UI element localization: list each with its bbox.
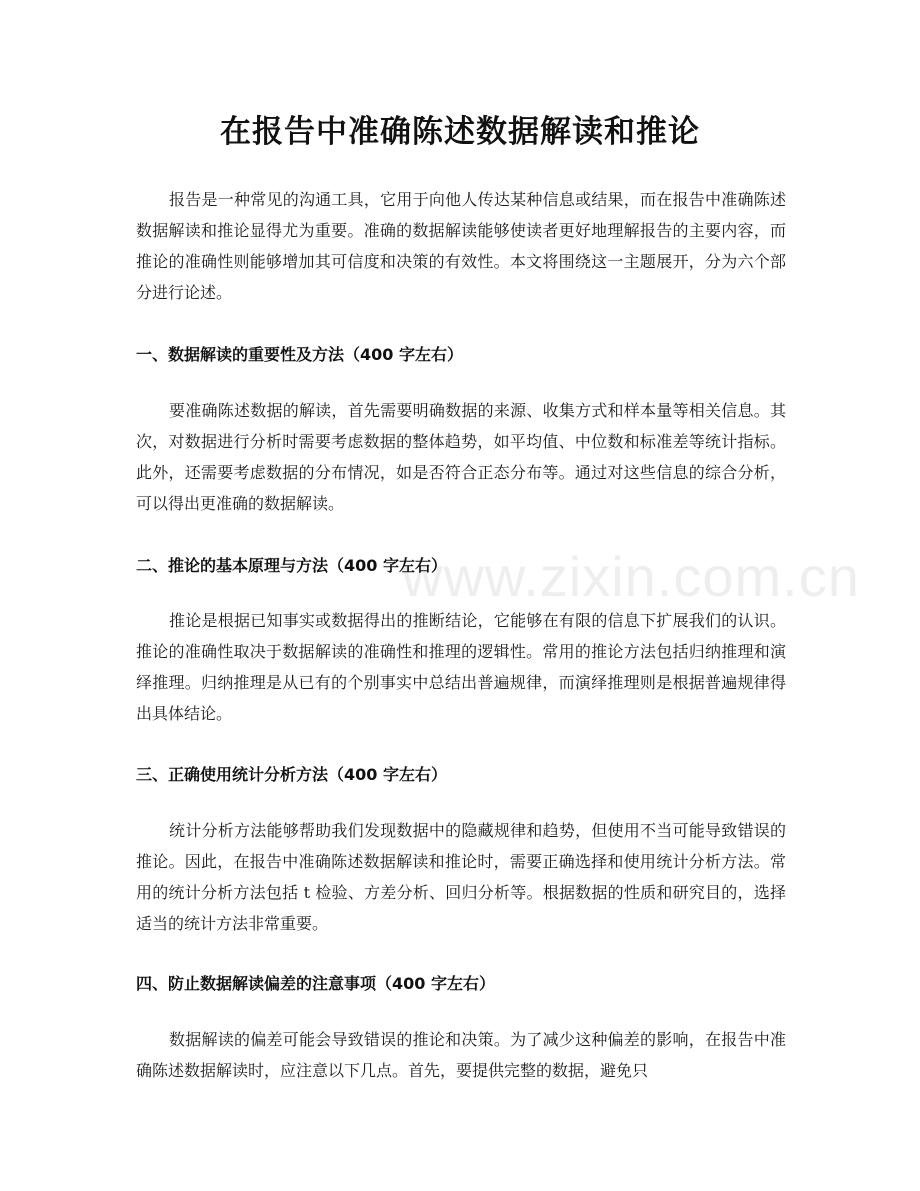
watermark: www.zixin.com.cn: [402, 545, 860, 608]
section-4-body: 数据解读的偏差可能会导致错误的推论和决策。为了减少这种偏差的影响，在报告中准确陈述数据解读时，应注意以下几点。首先，要提供完整的数据，避免只: [136, 1030, 786, 1080]
section-3-body: 统计分析方法能够帮助我们发现数据中的隐藏规律和趋势，但使用不当可能导致错误的推论。因此，在报告中准确陈述数据解读和推论时，需要正确选择和使用统计分析方法。常用的统计分析方法包括 t 检验、方差分析、回归分析等。根据数据的性质和研究目的，选择适当的统计方法非常重要。: [136, 821, 786, 933]
intro-paragraph: 报告是一种常见的沟通工具，它用于向他人传达某种信息或结果，而在报告中准确陈述数据解读和推论显得尤为重要。准确的数据解读能够使读者更好地理解报告的主要内容，而推论的准确性则能够增加其可信度和决策的有效性。本文将围绕这一主题展开，分为六个部分进行论述。: [136, 190, 786, 302]
section-4-heading: 四、防止数据解读偏差的注意事项（400 字左右）: [136, 974, 495, 993]
document-title: 在报告中准确陈述数据解读和推论: [220, 114, 700, 150]
section-2-heading: 二、推论的基本原理与方法（400 字左右）: [136, 556, 447, 575]
section-3-heading: 三、正确使用统计分析方法（400 字左右）: [136, 765, 447, 784]
section-1-heading: 一、数据解读的重要性及方法（400 字左右）: [136, 345, 463, 364]
section-2-body: 推论是根据已知事实或数据得出的推断结论，它能够在有限的信息下扩展我们的认识。推论的准确性取决于数据解读的准确性和推理的逻辑性。常用的推论方法包括归纳推理和演绎推理。归纳推理是从已有的个别事实中总结出普遍规律，而演绎推理则是根据普遍规律得出具体结论。: [136, 611, 786, 723]
section-1-body: 要准确陈述数据的解读，首先需要明确数据的来源、收集方式和样本量等相关信息。其次，对数据进行分析时需要考虑数据的整体趋势，如平均值、中位数和标准差等统计指标。此外，还需要考虑数据的分布情况，如是否符合正态分布等。通过对这些信息的综合分析，可以得出更准确的数据解读。: [136, 401, 786, 513]
